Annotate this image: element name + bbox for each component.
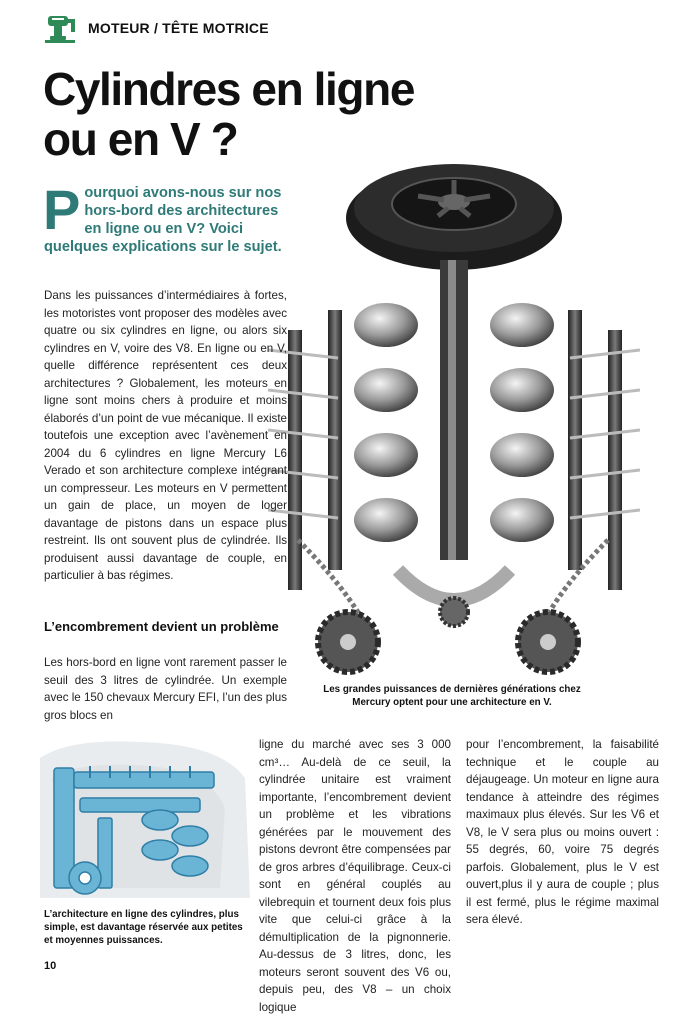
page-title: Cylindres en ligne ou en V ? — [43, 63, 415, 165]
body-paragraph: pour l’encombrement, la faisabilité technique et le couple au déjaugeage. Un moteur en ligne aura tendance à atteindre des régimes maximaux plus élevés. Sur les V6 et V8, le V sera plus ou moins ouvert : 55 degrés, 60, voire 75 degrés parfois. Globalement, plus le V est ouvert,plus il y aura de couple ; plus il est fermé, plus le régime maximal sera élevé. — [466, 738, 659, 926]
drop-cap: P — [43, 178, 81, 241]
inline-figure-caption: L’architecture en ligne des cylindres, plus simple, est davantage réservée aux petites et moyennes puissances. — [44, 909, 243, 946]
v-engine-illustration — [268, 150, 640, 680]
body-paragraph: Dans les puissances d’intermédiaires à fortes, les motoristes vont proposer des modèles avec quatre ou six cylindres en ligne, ou alors six cylindres en V, voire des V8. En ligne ou en V, quelle différence représentent ces deux architectures ? Globalement, les moteurs en ligne sont moins chers à produire et moins élaborés d’un point de vue mécanique. Il existe toutefois une exception avec l’avènement en 2004 du 6 cylindres en ligne Mercury L6 Verado et son architecture complexe intégrant un compresseur. Les moteurs en V permettent un gain de place, un moyen de loger davantage de pistons dans un espace plus restreint. Ils ont souvent plus de cylindrée. Ils produisent aussi davantage de couple, en particulier à bas régimes. — [44, 289, 287, 582]
page-number: 10 — [44, 960, 57, 972]
outboard-motor-icon — [44, 14, 78, 44]
inline-engine-illustration — [40, 738, 252, 908]
body-paragraph: Les hors-bord en ligne vont rarement passer le seuil des 3 litres de cylindrée. Un exemple avec le 150 chevaux Mercury EFI, l’un des plus gros blocs en — [44, 656, 287, 722]
lead-text: ourquoi avons-nous sur nos hors-bord des architectures en ligne ou en V? Voici quelques explications sur le sujet. — [44, 185, 282, 255]
lead-paragraph — [43, 178, 299, 256]
section-label: MOTEUR / TÊTE MOTRICE — [88, 20, 269, 36]
body-paragraph: ligne du marché avec ses 3 000 cm³… Au-delà de ce seuil, la cylindrée unitaire est vraiment importante, l’encombrement devient un problème et les vibrations générées par le mouvement des pistons devront être compensées par de gros arbres d’équilibrage. Ceux-ci sont en général couplés au vilebrequin et tournent deux fois plus vite que celui-ci grâce à la démultiplication de la pignonnerie. Au-dessus de 3 litres, donc, les moteurs seront souvent des V6 ou, depuis peu, des V8 – un choix logique — [259, 738, 451, 1014]
subheading: L’encombrement devient un problème — [44, 619, 279, 634]
main-figure-caption: Les grandes puissances de dernières générations chez Mercury optent pour une architecture en V. — [323, 684, 581, 708]
